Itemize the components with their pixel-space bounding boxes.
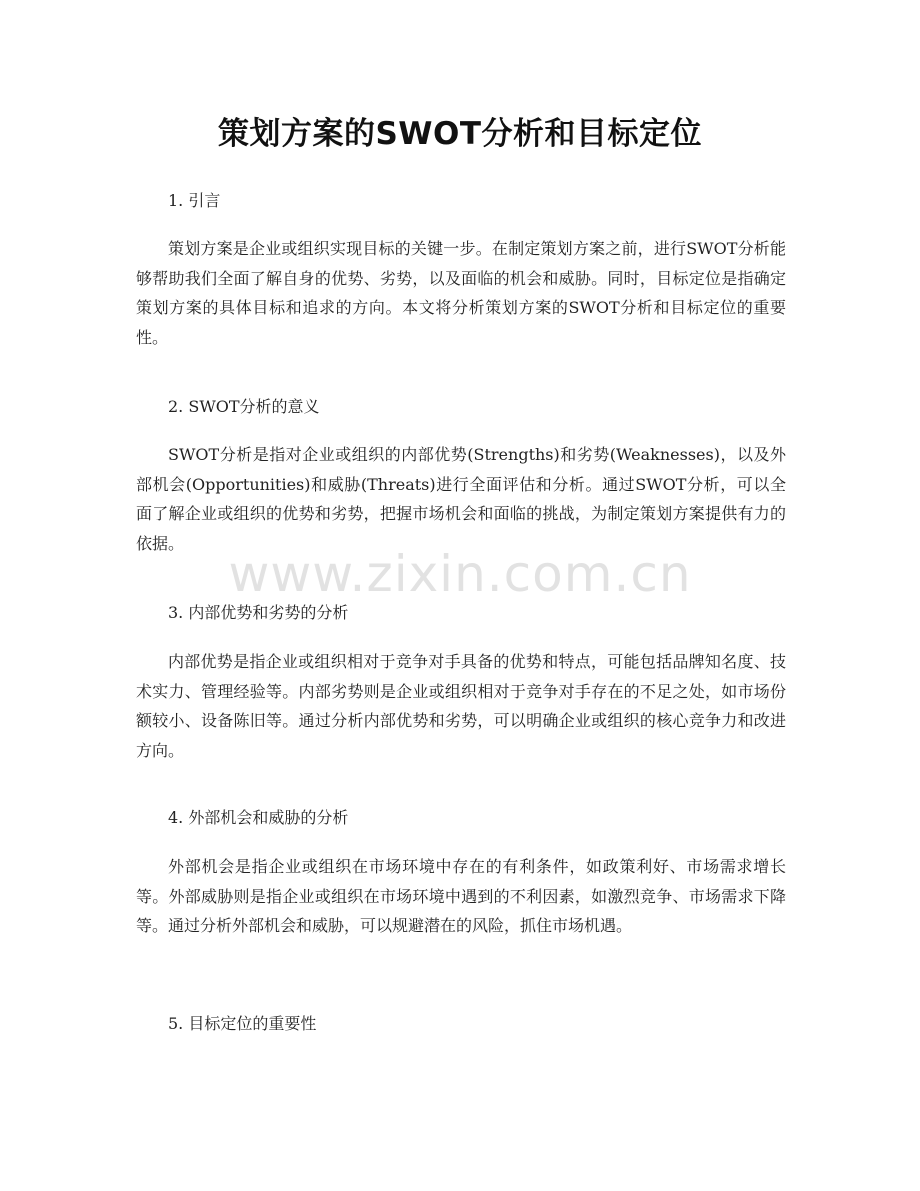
document-title: 策划方案的SWOT分析和目标定位 bbox=[217, 116, 703, 152]
section-heading-intro: 1. 引言 bbox=[168, 191, 221, 210]
watermark: www.zixin.com.cn bbox=[228, 545, 692, 603]
section-heading-goal: 5. 目标定位的重要性 bbox=[168, 1014, 317, 1033]
section-paragraph-intro: 策划方案是企业或组织实现目标的关键一步。在制定策划方案之前，进行SWOT分析能够帮助我们全面了解自身的优势、劣势，以及面临的机会和威胁。同时，目标定位是指确定策划方案的具体目标和追求的方向。本文将分析策划方案的SWOT分析和目标定位的重要性。 bbox=[136, 239, 786, 347]
section-paragraph-external: 外部机会是指企业或组织在市场环境中存在的有利条件，如政策利好、市场需求增长等。外部威胁则是指企业或组织在市场环境中遇到的不利因素，如激烈竞争、市场需求下降等。通过分析外部机会和威胁，可以规避潜在的风险，抓住市场机遇。 bbox=[136, 857, 786, 935]
section-heading-internal: 3. 内部优势和劣势的分析 bbox=[168, 603, 349, 622]
section-paragraph-swot-meaning: SWOT分析是指对企业或组织的内部优势(Strengths)和劣势(Weaknesses)，以及外部机会(Opportunities)和威胁(Threats)进行全面评估和分析。通过SWOT分析，可以全面了解企业或组织的优势和劣势，把握市场机会和面临的挑战，为制定策划方案提供有力的依据。 bbox=[136, 445, 786, 553]
section-paragraph-internal: 内部优势是指企业或组织相对于竞争对手具备的优势和特点，可能包括品牌知名度、技术实力、管理经验等。内部劣势则是企业或组织相对于竞争对手存在的不足之处，如市场份额较小、设备陈旧等。通过分析内部优势和劣势，可以明确企业或组织的核心竞争力和改进方向。 bbox=[136, 652, 786, 760]
section-heading-external: 4. 外部机会和威胁的分析 bbox=[168, 808, 349, 827]
section-heading-swot-meaning: 2. SWOT分析的意义 bbox=[168, 397, 320, 416]
